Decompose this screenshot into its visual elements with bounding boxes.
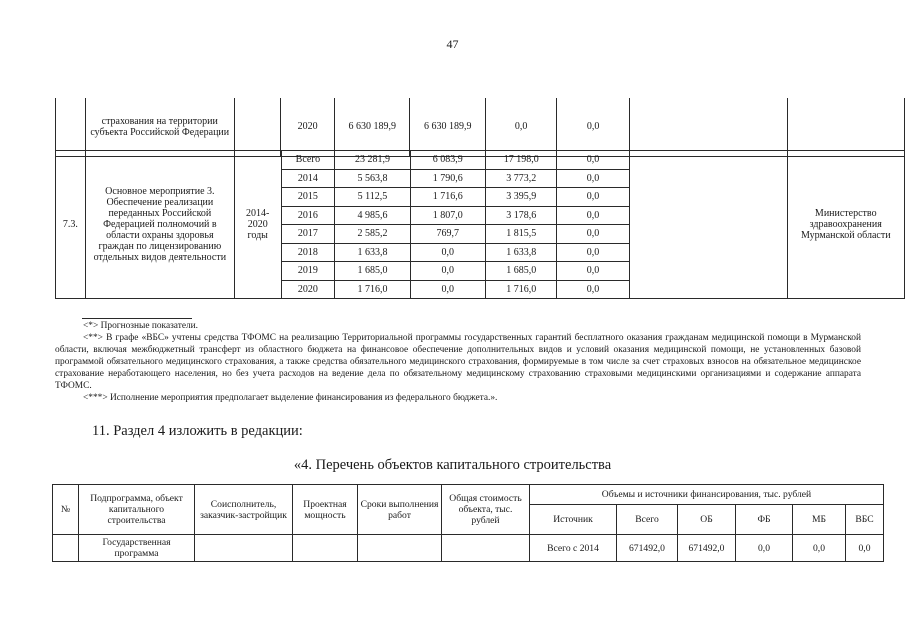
row-cost: [442, 535, 530, 562]
row-vbs: 0,0: [846, 535, 884, 562]
table-row: [53, 535, 884, 562]
total-cell: 6 630 189,9: [334, 98, 409, 156]
header-ob: ОБ: [678, 505, 736, 535]
row-ob: 671492,0: [678, 535, 736, 562]
value-cell: 3 395,9: [485, 188, 556, 207]
total-cell: 2 585,2: [335, 225, 410, 244]
value-cell: 1 807,0: [410, 206, 485, 225]
capital-construction-table: [52, 484, 884, 562]
measure-name-cell: Основное мероприятие 3. Обеспечение реализации переданных Российской Федерацией полномочий в области охраны здоровья граждан по лицензированию отдельных видов деятельности: [85, 151, 234, 299]
table-cell: [234, 98, 281, 156]
year-cell: 2014: [281, 169, 335, 188]
section-instruction: 11. Раздел 4 изложить в редакции:: [92, 423, 303, 439]
total-cell: 1 716,0: [335, 280, 410, 299]
value-cell: 0,0: [557, 225, 629, 244]
value-cell: 17 198,0: [485, 151, 556, 170]
header-fb: ФБ: [736, 505, 793, 535]
measures-table-continuation: [55, 98, 905, 157]
footnote-divider: [82, 318, 192, 319]
page-number: 47: [446, 37, 459, 51]
year-cell: 2017: [281, 225, 335, 244]
row-capacity: [293, 535, 358, 562]
year-cell: 2015: [281, 188, 335, 207]
total-cell: 1 633,8: [335, 243, 410, 262]
footnotes: [55, 320, 861, 404]
total-cell: 23 281,9: [335, 151, 410, 170]
total-cell: 5 112,5: [335, 188, 410, 207]
row-mb: 0,0: [793, 535, 846, 562]
table-header-row: [53, 485, 884, 505]
row-source: Всего с 2014: [530, 535, 617, 562]
header-number: №: [53, 485, 79, 535]
value-cell: 0,0: [557, 169, 629, 188]
value-cell: 1 716,0: [485, 280, 556, 299]
value-cell: 0,0: [557, 280, 629, 299]
header-financing: Объемы и источники финансирования, тыс. рублей: [530, 485, 884, 505]
header-subprogram: Подпрограмма, объект капитального строительства: [79, 485, 195, 535]
value-cell: 1 633,8: [485, 243, 556, 262]
value-cell: 0,0: [557, 262, 629, 281]
table-row: [56, 151, 905, 170]
value-cell: 0,0: [557, 243, 629, 262]
total-cell: 4 985,6: [335, 206, 410, 225]
year-cell: 2016: [281, 206, 335, 225]
table-cell: [788, 98, 905, 156]
row-number: [53, 535, 79, 562]
value-cell: 3 178,6: [485, 206, 556, 225]
value-cell: 6 083,9: [410, 151, 485, 170]
year-cell: Всего: [281, 151, 335, 170]
header-terms: Сроки выполнения работ: [358, 485, 442, 535]
year-cell: 2018: [281, 243, 335, 262]
measure-number-cell: 7.3.: [56, 151, 86, 299]
measure-7-3-table: [55, 150, 905, 299]
value-cell: 6 630 189,9: [410, 98, 485, 156]
year-cell: 2020: [281, 280, 335, 299]
header-coexecutor: Соисполнитель, заказчик-застройщик: [195, 485, 293, 535]
header-mb: МБ: [793, 505, 846, 535]
value-cell: 0,0: [410, 262, 485, 281]
header-total: Всего: [617, 505, 678, 535]
header-cost: Общая стоимость объекта, тыс. рублей: [442, 485, 530, 535]
row-subprogram: Государственная программа: [79, 535, 195, 562]
measure-name-cell: страхования на территории субъекта Российской Федерации: [85, 98, 234, 156]
table-row: [56, 98, 905, 156]
table-cell: [629, 151, 787, 299]
header-source: Источник: [530, 505, 617, 535]
table-cell: [56, 98, 86, 156]
value-cell: 0,0: [485, 98, 556, 156]
table-cell: [629, 98, 787, 156]
value-cell: 0,0: [557, 188, 629, 207]
value-cell: 1 685,0: [485, 262, 556, 281]
header-capacity: Проектная мощность: [293, 485, 358, 535]
value-cell: 0,0: [410, 243, 485, 262]
footnote-3: <***> Исполнение мероприятия предполагает выделение финансирования из федерального бюджета.».: [83, 393, 498, 403]
total-cell: 5 563,8: [335, 169, 410, 188]
section-title: «4. Перечень объектов капитального строительства: [293, 457, 612, 473]
footnote-1: <*> Прогнозные показатели.: [83, 321, 199, 331]
value-cell: 1 790,6: [410, 169, 485, 188]
footnote-2: <**> В графе «ВБС» учтены средства ТФОМС на реализацию Территориальной программы государственных гарантий бесплатного оказания гражданам медицинской помощи в Мурманской области, включая межбюджетный трансферт из областного бюджета на финансовое обеспечение дополнительных видов и условий оказания медицинской помощи, не установленных базовой программой обязательного медицинского страхования, а также средства обязательного медицинского страхования, формируемые в том числе за счет страховых взносов на обязательное медицинское страхование неработающего населения, но без учета расходов на ведение дела по обязательному медицинскому страхованию страховыми медицинскими организациями и содержание аппарата ТФОМС.: [55, 333, 861, 391]
header-vbs: ВБС: [846, 505, 884, 535]
value-cell: 769,7: [410, 225, 485, 244]
executor-cell: Министерство здравоохранения Мурманской области: [787, 151, 905, 299]
value-cell: 1 716,6: [410, 188, 485, 207]
value-cell: 0,0: [557, 151, 629, 170]
value-cell: 0,0: [410, 280, 485, 299]
row-fb: 0,0: [736, 535, 793, 562]
value-cell: 0,0: [557, 98, 629, 156]
value-cell: 1 815,5: [485, 225, 556, 244]
row-terms: [358, 535, 442, 562]
total-cell: 1 685,0: [335, 262, 410, 281]
year-cell: 2019: [281, 262, 335, 281]
measure-term-cell: 2014-2020 годы: [234, 151, 281, 299]
value-cell: 0,0: [557, 206, 629, 225]
row-coexecutor: [195, 535, 293, 562]
row-total: 671492,0: [617, 535, 678, 562]
year-cell: 2020: [281, 98, 335, 156]
value-cell: 3 773,2: [485, 169, 556, 188]
